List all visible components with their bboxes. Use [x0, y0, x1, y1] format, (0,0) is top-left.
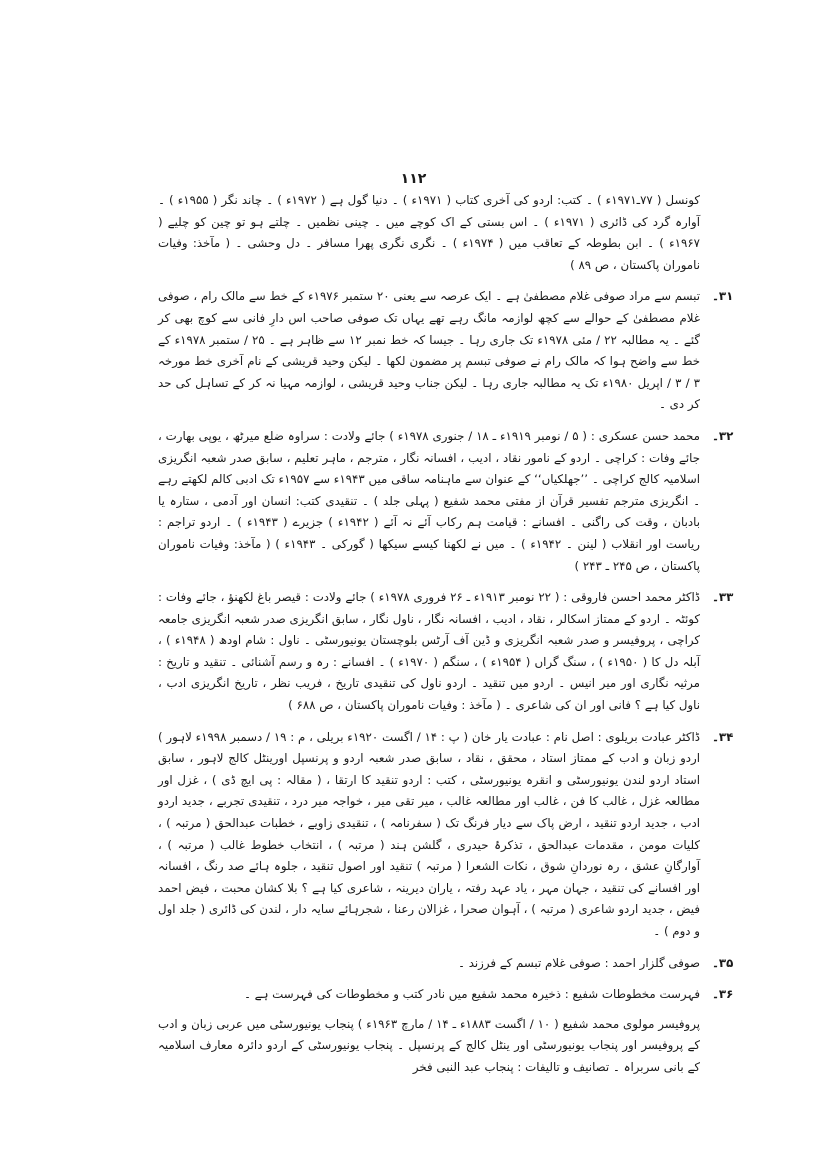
endnote-34 — [158, 727, 734, 943]
endnote-33 — [158, 587, 734, 717]
endnote-text: ڈاکٹر عبادت بریلوی : اصل نام : عبادت یار خان ( پ : ۱۴ / اگست ۱۹۲۰ء بریلی ، م : ۱۹ / دسمبر ۱۹۹۸ء لاہور ) اردو زبان و ادب کے ممتاز استاد ، محقق ، نقاد ، سابق صدر شعبہ اردو و پرنسپل اورینٹل کالج لاہور ، سابق استاد اردو لندن یونیورسٹی و انقرہ یونیورسٹی ، کتب : اردو تنقید کا ارتقا ، ( مقالہ : پی ایچ ڈی ) ، غزل اور مطالعہ غزل ، غالب کا فن ، غالب اور مطالعہ غالب ، میر تقی میر ، خواجہ میر درد ، تنقیدی تجربے ، جدید اردو ادب ، جدید اردو تنقید ، ارض پاک سے دیار فرنگ تک ( سفرنامہ ) ، تنقیدی زاویے ، خطبات عبدالحق ( مرتبہ ) ، کلیات مومن ، مقدمات عبدالحق ، تذکرۂ حیدری ، گلشن ہند ( مرتبہ ) ، انتخاب خطوط غالب ( مرتبہ ) ، آوارگانِ عشق ، رہ نوردانِ شوق ، نکات الشعرا ( مرتبہ ) تنقید اور اصول تنقید ، جلوہ ہائے صد رنگ ، افسانہ اور افسانے کی تنقید ، جہان مہر ، یاد عہد رفتہ ، یاران دیرینہ ، شاعری کیا ہے ؟ بلا کشان محبت ، فیض احمد فیض ، جدید اردو شاعری ( مرتبہ ) ، آہوان صحرا ، غزالان رعنا ، شجرہائے سایہ دار ، لندن کی ڈائری ( جلد اول و دوم ) ۔ — [158, 729, 700, 938]
trailing-paragraph: پروفیسر مولوی محمد شفیع ( ۱۰ / اگست ۱۸۸۳ء ـ ۱۴ / مارچ ۱۹۶۳ء ) پنجاب یونیورسٹی میں عربی زبان و ادب کے پروفیسر اور پنجاب یونیورسٹی اور ینٹل کالج کے پرنسپل ۔ پنجاب یونیورسٹی کے اردو دائرہ معارف اسلامیہ کے بانی سربراہ ۔ تصانیف و تالیفات : پنجاب عبد النبی فخر — [158, 1016, 700, 1074]
page-number: ۱۱۲ — [400, 171, 427, 187]
endnote-32 — [158, 426, 734, 577]
endnote-text: صوفی گلزار احمد : صوفی غلام تبسم کے فرزند ۔ — [458, 955, 700, 970]
endnote-number: ۳۵۔ — [712, 955, 734, 970]
endnote-text: ڈاکٹر محمد احسن فاروقی : ( ۲۲ نومبر ۱۹۱۳ء ـ ۲۶ فروری ۱۹۷۸ء ) جائے ولادت : قیصر باغ لکھنؤ ، جائے وفات : کوئٹہ ۔ اردو کے ممتاز اسکالر ، نقاد ، ادیب ، افسانہ نگار ، ناول نگار ، سابق انگریزی صدر شعبہ انگریزی جامعہ کراچی ، پروفیسر و صدر شعبہ انگریزی و ڈین آف آرٹس بلوچستان یونیورسٹی ۔ ناول : شام اودھ ( ۱۹۴۸ء ) ، آبلہ دل کا ( ۱۹۵۰ء ) ، سنگ گراں ( ۱۹۵۴ء ) ، سنگم ( ۱۹۷۰ء ) ۔ افسانے : رہ و رسم آشنائی ۔ تنقید و تاریخ : مرثیہ نگاری اور میر انیس ۔ اردو میں تنقید ۔ اردو ناول کی تنقیدی تاریخ ، فریب نظر ، تاریخ انگریزی ادب ، ناول کیا ہے ؟ فانی اور ان کی شاعری ۔ ( مآخذ : وفیات ناموران پاکستان ، ص ۶۸۸ ) — [158, 590, 701, 713]
endnote-text: تبسم سے مراد صوفی غلام مصطفیٰ ہے ۔ ایک عرصہ سے یعنی ۲۰ ستمبر ۱۹۷۶ء کے خط سے مالک رام ، صوفی غلام مصطفیٰ کے حوالے سے کچھ لوازمہ مانگ رہے تھے یہاں تک صوفی صاحب اس دارِ فانی سے کوچ بھی کر گئے ۔ یہ مطالبہ ۲۲ / مئی ۱۹۷۸ء تک جاری رہا ۔ جیسا کہ خط نمبر ۱۲ سے ظاہر ہے ۔ ۲۵ / ستمبر ۱۹۷۸ء کے خط سے واضح ہوا کہ مالک رام نے صوفی تبسم پر مضمون لکھا ۔ لیکن وحید قریشی کے نام آخری خط مورخہ ۳ / ۳ / اپریل ۱۹۸۰ء تک یہ مطالبہ جاری رہا ۔ لیکن جناب وحید قریشی ، لوازمہ مہیا نہ کر کے تساہل کی حد کر دی ۔ — [158, 289, 701, 412]
endnote-number: ۳۳۔ — [712, 590, 734, 605]
page-body — [158, 190, 734, 1079]
endnote-36 — [158, 984, 734, 1006]
endnote-number: ۳۶۔ — [712, 987, 734, 1002]
endnote-text: محمد حسن عسکری : ( ۵ / نومبر ۱۹۱۹ء ـ ۱۸ / جنوری ۱۹۷۸ء ) جائے ولادت : سراوہ ضلع میرٹھ ، یوپی بھارت ، جائے وفات : کراچی ۔ اردو کے نامور نقاد ، ادیب ، افسانہ نگار ، مترجم ، ماہر تعلیم ، سابق صدر شعبہ انگریزی اسلامیہ کالج کراچی ۔ ’’جھلکیاں‘‘ کے عنوان سے ماہنامہ ساقی میں ۱۹۴۳ء سے ۱۹۵۷ء تک ادبی کالم لکھتے رہے ۔ انگریزی مترجم تفسیر قرآن از مفتی محمد شفیع ( پہلی جلد ) ۔ تنقیدی کتب: انسان اور آدمی ، ستارہ یا بادبان ، وقت کی راگنی ۔ افسانے : قیامت ہم رکاب آئے نہ آئے ( ۱۹۴۲ء ) جزیرے ( ۱۹۴۳ء ) ۔ اردو تراجم : ریاست اور انقلاب ( لینن ۔ ۱۹۴۲ء ) ۔ میں نے لکھنا کیسے سیکھا ( گورکی ۔ ۱۹۴۳ء ) ( مآخذ: وفیات ناموران پاکستان ، ص ۲۴۵ ـ ۲۴۳ ) — [158, 428, 700, 573]
endnote-35 — [158, 953, 734, 975]
endnote-number: ۳۲۔ — [712, 428, 734, 443]
endnote-number: ۳۱۔ — [712, 289, 734, 304]
endnote-number: ۳۴۔ — [712, 729, 734, 744]
endnote-text: فہرست مخطوطات شفیع : ذخیرہ محمد شفیع میں نادر کتب و مخطوطات کی فہرست ہے ۔ — [243, 987, 700, 1002]
endnote-31 — [158, 286, 734, 416]
continuation-paragraph: کونسل ( ۷۷ـ۱۹۷۱ء ) ۔ کتب: اردو کی آخری کتاب ( ۱۹۷۱ء ) ۔ دنیا گول ہے ( ۱۹۷۲ء ) ۔ چاند نگر ( ۱۹۵۵ء ) ۔ آوارہ گرد کی ڈائری ( ۱۹۷۱ء ) ۔ اس بستی کے اک کوچے میں ۔ چینی نظمیں ۔ چلتے ہو تو چین کو چلیے ( ۱۹۶۷ء ) ۔ ابن بطوطہ کے تعاقب میں ( ۱۹۷۴ء ) ۔ نگری نگری پھرا مسافر ۔ دل وحشی ۔ ( مآخذ: وفیات ناموران پاکستان ، ص ۸۹ ) — [158, 193, 700, 272]
